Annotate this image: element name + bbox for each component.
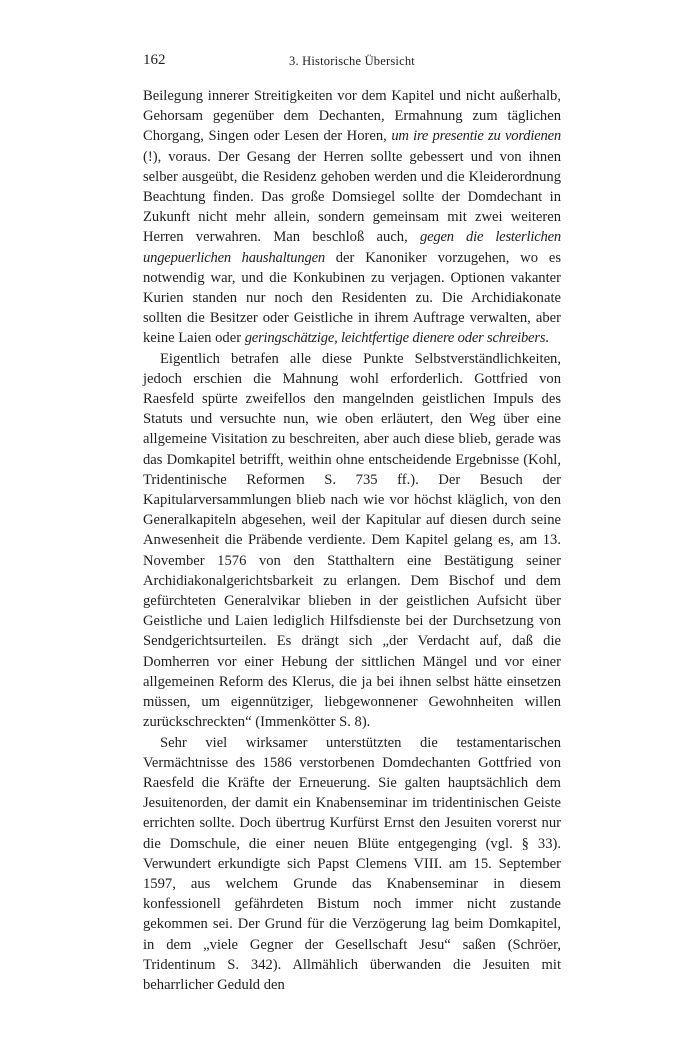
italic-quote: um ire presentie zu vordienen <box>391 128 561 145</box>
text-run: Sehr viel wirksamer unterstützten die testamentarischen Vermächtnisse des 1586 verstorbenen Domdechanten Gottfried von Raesfeld die Kräfte der Erneuerung. Sie galten hauptsächlich dem Jesuitenorden, der damit ein Knabenseminar im tridentinischen Geiste errichten sollte. Doch übertrug Kurfürst Ernst den Jesuiten vorerst nur die Domschule, die einer neuen Blüte entgegenging (vgl. § 33). Verwundert erkundigte sich Papst Clemens VIII. am 15. September 1597, aus welchem Grunde das Knabenseminar in diesem konfessionell gefährdeten Bistum noch immer nicht zustande gekommen sei. Der Grund für die Verzögerung lag beim Domkapitel, in dem „viele Gegner der Gesellschaft Jesu“ saßen (Schröer, Tridentinum S. 342). Allmählich überwanden die Jesuiten mit beharrlicher Geduld den <box>143 734 561 993</box>
italic-quote: geringschätzige, leichtfertige dienere oder schreibers <box>244 330 546 347</box>
text-run: Eigentlich betrafen alle diese Punkte Selbstverständlichkeiten, jedoch erschien die Mahnung wohl erforderlich. Gottfried von Raesfeld spürte zweifellos den mangelnden geistlichen Impuls des Statuts und versuchte nun, wie oben erläutert, den Weg über eine allgemeine Visitation zu beschreiten, aber auch diese blieb, gerade was das Domkapitel betrifft, weithin ohne entscheidende Ergebnisse (Kohl, Tridentinische Reformen S. 735 ff.). Der Besuch der Kapitularversammlungen blieb nach wie vor höchst kläglich, von den Generalkapiteln abgesehen, weil der Kapitular auf diesen durch seine Anwesenheit die Präbende verdiente. Dem Kapitel gelang es, am 13. November 1576 von den Statthaltern eine Bestätigung seiner Archidiakonalgerichtsbarkeit zu erlangen. Dem Bischof und dem gefürchteten Generalvikar blieben in der geistlichen Aufsicht über Geistliche und Laien lediglich Hilfsdienste bei der Durchsetzung von Sendgerichtsurteilen. Es drängt sich „der Verdacht auf, daß die Domherren vor einer Hebung der sittlichen Mängel und vor einer allgemeinen Reform des Klerus, die ja bei ihnen selbst hätte einsetzen müssen, um eigennütziger, liebgewonnener Gewohnheiten willen zurückschreckten“ (Immenkötter S. 8). <box>143 350 561 731</box>
running-title: 3. Historische Übersicht <box>289 54 415 68</box>
text-run: der Kanoniker vorzugehen, wo es notwendig war, und die Konkubinen zu verjagen. Optionen vakanter Kurien standen nur noch den Residenten zu. Die Archidiakonate sollten die Besitzer oder Geistliche in ihrem Auftrage verwalten, aber keine Laien oder <box>143 249 561 347</box>
page-number: 162 <box>143 52 166 68</box>
body-text <box>143 86 561 995</box>
document-page <box>143 50 561 995</box>
text-run: . <box>545 330 549 347</box>
text-run: Beilegung innerer Streitigkeiten vor dem Kapitel und nicht außerhalb, Gehorsam gegenüber dem Dechanten, Ermahnung zum täglichen Chorgang, Singen oder Lesen der Horen, <box>143 88 561 145</box>
body-paragraph <box>143 349 561 733</box>
body-paragraph <box>143 733 561 996</box>
body-paragraph <box>143 86 561 349</box>
page-header <box>143 50 561 70</box>
italic-quote: gegen die lesterlichen ungepuerlichen haushaltungen <box>143 229 561 266</box>
text-run: (!), voraus. Der Gesang der Herren sollte gebessert und von ihnen selber ausgeübt, die Residenz gehoben werden und die Kleiderordnung Beachtung finden. Das große Domsiegel sollte der Domdechant in Zukunft nicht mehr allein, sondern gemeinsam mit zwei weiteren Herren verwahren. Man beschloß auch, <box>143 148 561 246</box>
